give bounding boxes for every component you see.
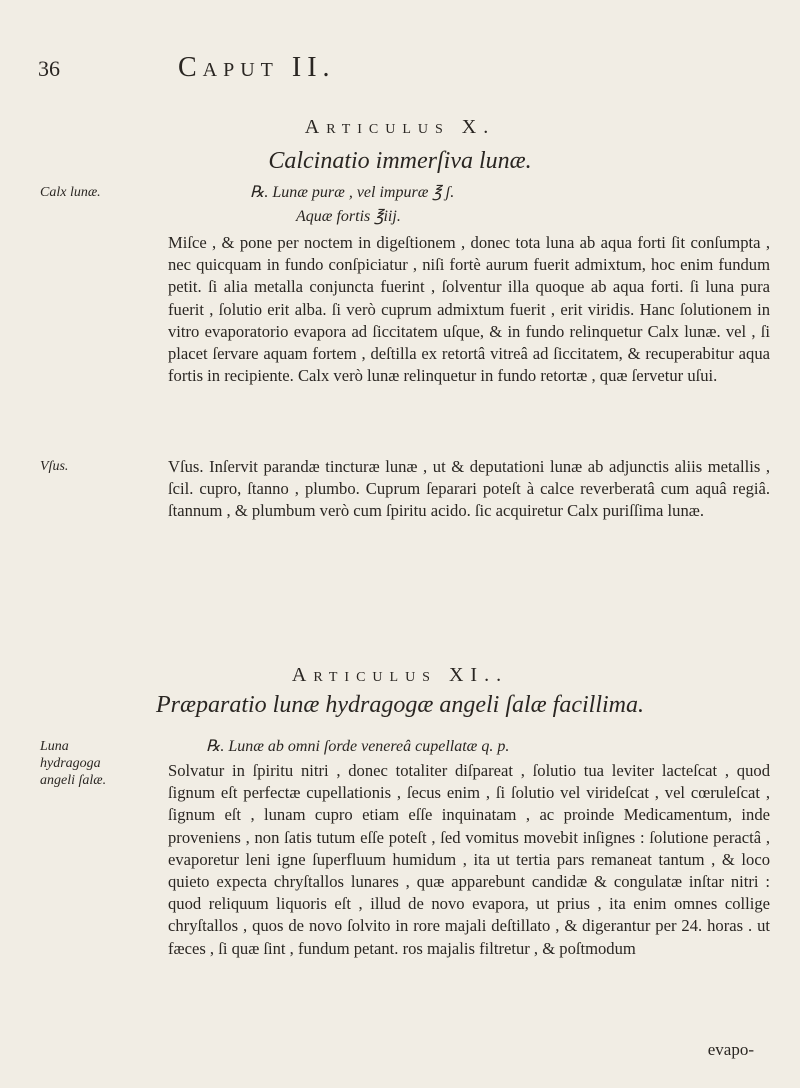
- recipe-line-2: Aquæ fortis ℥iij.: [296, 208, 401, 225]
- article-xi-title: Præparatio lunæ hydragogæ angeli ſalæ facillima.: [155, 692, 644, 718]
- running-head: Caput II.: [178, 52, 336, 83]
- catchword: evapo-: [707, 1040, 754, 1059]
- article-xi-heading: Articulus XI..: [291, 664, 509, 686]
- article-x-heading: Articulus X.: [304, 116, 496, 138]
- article-x-title: Calcinatio immerſiva lunæ.: [268, 148, 532, 174]
- margin-note-usus: Vſus.: [40, 459, 69, 474]
- margin-note-calx-lunae: Calx lunæ.: [40, 185, 101, 200]
- article-xi-recipe: ℞. Lunæ ab omni ſorde venereâ cupellatæ q. p.: [206, 738, 510, 755]
- recipe-line-1: ℞. Lunæ puræ , vel impuræ ℥ ʃ.: [250, 184, 455, 201]
- article-x-paragraph-1: Miſce , & pone per noctem in digeſtionem , donec tota luna ab aqua forti ſit conſumpta , nec quicquam in fundo conſpiciatur , niſi fortè aurum fuerit admixtum, hoc enim fundum petit. ſi alia metalla conjuncta fuerint , ſolventur illa quoque ab aqua forti. ſi luna pura fuerit , ſolutio erit alba. ſi verò cuprum admixtum fuerit , erit viridis. Hanc ſolutionem in vitro evaporatorio evapora ad ſiccitatem uſque, & in fundo relinquetur Calx lunæ. vel , ſi placet ſervare aquam fortem , deſtilla ex retortâ vitreâ ad ſiccitatem, & recuperabitur aqua fortis in recipiente. Calx verò lunæ relinquetur in fundo retortæ , quæ ſervetur uſui.: [168, 233, 770, 386]
- page-header: [0, 52, 800, 92]
- article-x-paragraph-2: Vſus. Inſervit parandæ tincturæ lunæ , ut & deputationi lunæ ab adjunctis aliis metallis , ſcil. cupro, ſtanno , plumbo. Cuprum ſeparari poteſt à calce reverberatâ cum aquâ regiâ. ſtannum , & plumbum verò cum ſpiritu acido. ſic acquiretur Calx puriſſima lunæ.: [168, 457, 770, 521]
- article-xi-paragraph: Solvatur in ſpiritu nitri , donec totaliter diſpareat , ſolutio tua leviter lacteſcat , quod ſignum eſt perfectæ cupellationis , ſecus enim , ſi ſolutio vel virideſcat , vel cœruleſcat , ſignum eſt , lunam cupro etiam eſſe inquinatam , ac proinde Medicamentum, inde proveniens , non ſatis tutum eſſe poteſt , ſed vomitus movebit inſignes : ſolutione peractâ , evaporetur leni igne ſuperfluum humidum , ita ut tertia pars remaneat tantum , & loco quieto expecta chryſtallos lunares , quæ apparebunt candidæ & congulatæ inſtar nitri : quod reliquum liquoris eſt , illud de novo evapora, ut prius , ita enim omnes collige chryſtallos , quos de novo ſolvito in rore majali deſtillato , & digerantur per 24. horas . ut fæces , ſi quæ ſint , fundum petant. ros majalis filtretur , & poſtmodum: [168, 761, 770, 958]
- page-number: 36: [38, 56, 60, 81]
- margin-note-luna-hydragoga: Luna hydragoga angeli ſalæ.: [40, 739, 107, 788]
